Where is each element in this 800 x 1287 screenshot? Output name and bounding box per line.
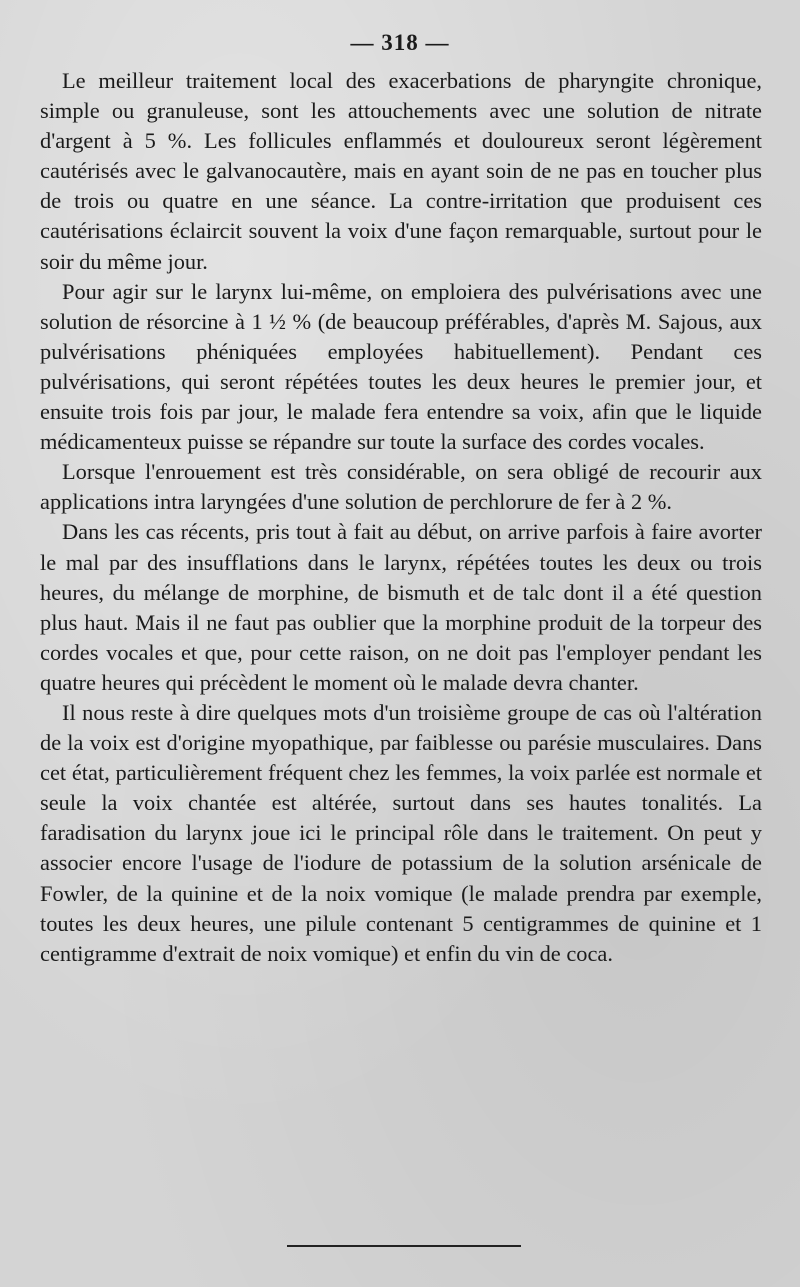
closing-rule [287,1245,521,1247]
body-text [40,66,762,969]
page-number: — 318 — [350,30,450,55]
paragraph-pharyngitis-treatment: Le meilleur traitement local des exacerbations de pharyngite chronique, simple ou granuleuse, sont les attouchements avec une solution de nitrate d'argent à 5 %. Les follicules enflammés et douloureux seront légèrement cautérisés avec le galvanocautère, mais en ayant soin de ne pas en toucher plus de trois ou quatre en une séance. La contre-irritation que produisent ces cautérisations éclaircit souvent la voix d'une façon remarquable, surtout pour le soir du même jour. [40,68,762,274]
paragraph-myopathic-group: Il nous reste à dire quelques mots d'un troisième groupe de cas où l'altération de la voix est d'origine myopathique, par faiblesse ou parésie musculaires. Dans cet état, particulièrement fréquent chez les femmes, la voix parlée est normale et seule la voix chantée est altérée, surtout dans ses hautes tonalités. La faradisation du larynx joue ici le principal rôle dans le traitement. On peut y associer encore l'usage de l'iodure de potassium de la solution arsénicale de Fowler, de la quinine et de la noix vomique (le malade prendra par exemple, toutes les deux heures, une pilule contenant 5 centigrammes de quinine et 1 centigramme d'extrait de noix vomique) et enfin du vin de coca. [40,699,762,966]
paragraph-larynx-pulverisations: Pour agir sur le larynx lui-même, on emploiera des pulvérisations avec une solution de résorcine à 1 ½ % (de beaucoup préférables, d'après M. Sajous, aux pulvérisations phéniquées employées habituellement). Pendant ces pulvérisations, qui seront répétées toutes les deux heures le premier jour, et ensuite trois fois par jour, le malade fera entendre sa voix, afin que le liquide médicamenteux puisse se répandre sur toute la surface des cordes vocales. [40,278,762,455]
paragraph-recent-cases: Dans les cas récents, pris tout à fait au début, on arrive parfois à faire avorter le mal par des insufflations dans le larynx, répétées toutes les deux ou trois heures, du mélange de morphine, de bismuth et de talc dont il a été question plus haut. Mais il ne faut pas oublier que la morphine produit de la torpeur des cordes vocales et que, pour cette raison, on ne doit pas l'employer pendant les quatre heures qui précèdent le moment où le malade devra chanter. [40,519,762,695]
paragraph-enrouement: Lorsque l'enrouement est très considérable, on sera obligé de recourir aux applications intra laryngées d'une solution de perchlorure de fer à 2 %. [40,459,762,515]
